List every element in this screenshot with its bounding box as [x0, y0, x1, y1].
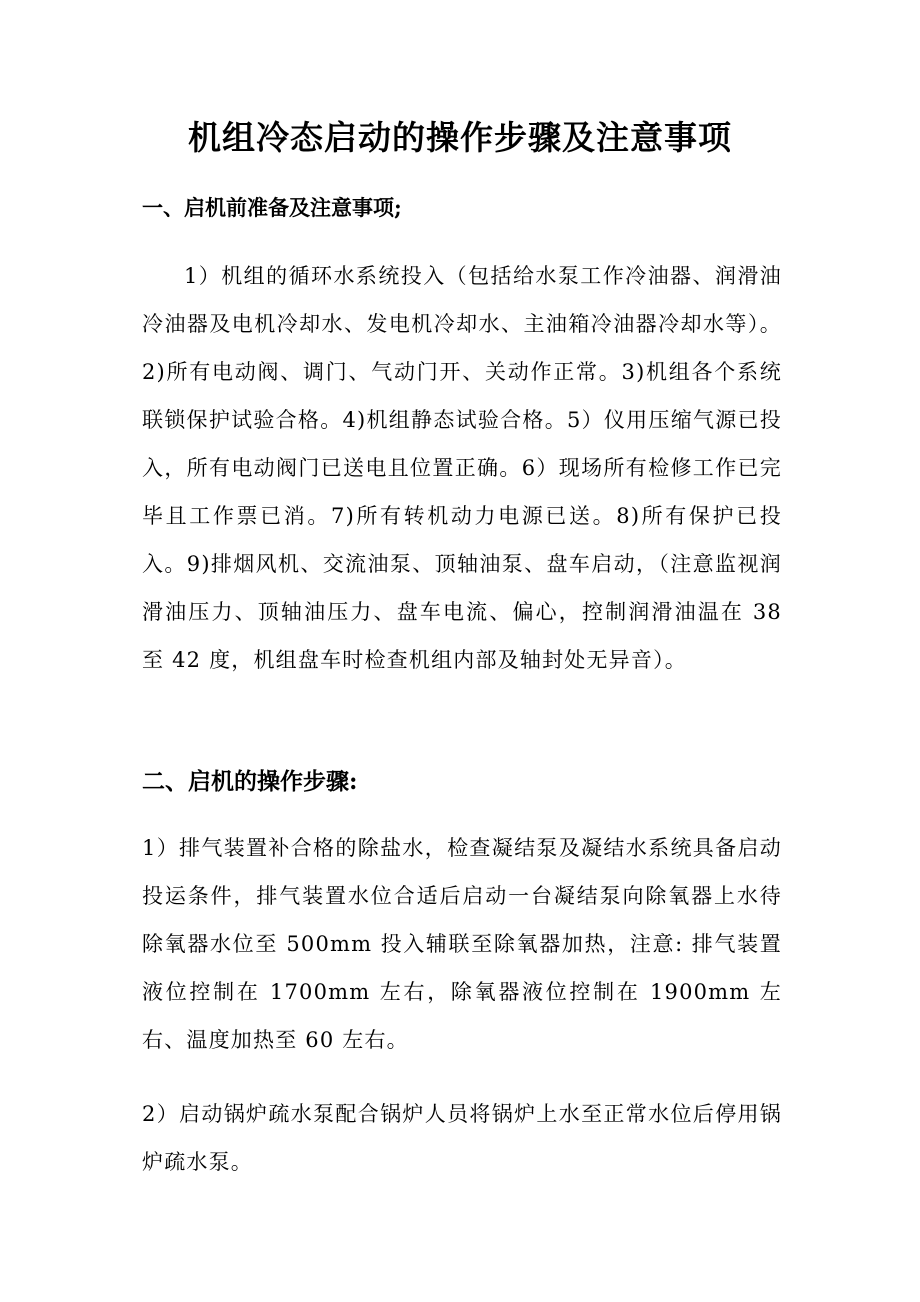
preparation-paragraph: 1）机组的循环水系统投入（包括给水泵工作冷油器、润滑油冷油器及电机冷却水、发电机冷却水、主油箱冷油器冷却水等）。2)所有电动阀、调门、气动门开、关动作正常。3)机组各个系统联锁保护试验合格。4)机组静态试验合格。5）仪用压缩气源已投入，所有电动阀门已送电且位置正确。6）现场所有检修工作已完毕且工作票已消。7)所有转机动力电源已送。8)所有保护已投入。9)排烟风机、交流油泵、顶轴油泵、盘车启动，（注意监视润滑油压力、顶轴油压力、盘车电流、偏心，控制润滑油温在 38 至 42 度，机组盘车时检查机组内部及轴封处无异音）。 — [142, 264, 782, 672]
operation-step-paragraph: 2）启动锅炉疏水泵配合锅炉人员将锅炉上水至正常水位后停用锅炉疏水泵。 — [142, 1102, 782, 1174]
section-heading-preparation: 一、启机前准备及注意事项; — [142, 195, 402, 220]
document-title: 机组冷态启动的操作步骤及注意事项 — [188, 118, 732, 157]
operation-step-paragraph: 1）排气装置补合格的除盐水，检查凝结泵及凝结水系统具备启动投运条件，排气装置水位合适后启动一台凝结泵向除氧器上水待除氧器水位至 500mm 投入辅联至除氧器加热，注意: 排气装置液位控制在 1700mm 左右，除氧器液位控制在 1900mm 左右、温度加热至 60 左右。 — [142, 836, 782, 1052]
section-heading-operation-steps: 二、启机的操作步骤: — [142, 768, 358, 795]
